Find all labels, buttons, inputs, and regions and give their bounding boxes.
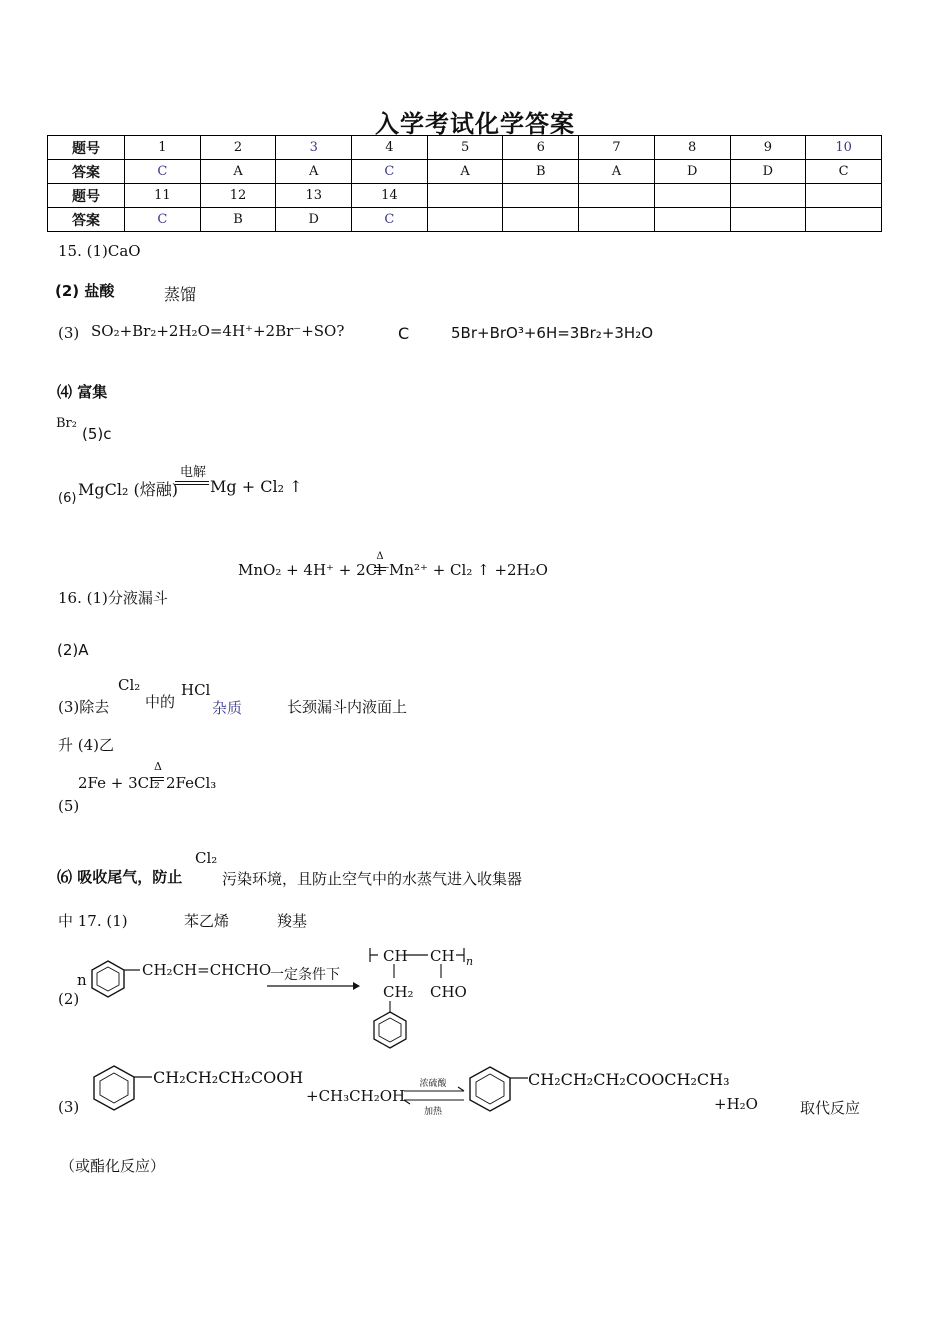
- table-cell: [579, 184, 655, 208]
- table-row: [48, 136, 882, 160]
- q15-part2-answer: 蒸馏: [164, 285, 197, 304]
- table-cell: A: [427, 160, 503, 184]
- answer-table: [47, 135, 882, 232]
- page-title: 入学考试化学答案: [375, 110, 575, 138]
- q17-part3-product: CH₂CH₂CH₂COOCH₂CH₃: [528, 1070, 730, 1089]
- table-cell: [806, 184, 882, 208]
- table-cell: 6: [503, 136, 579, 160]
- q17-part3-condition-top: 浓硫酸: [419, 1079, 447, 1089]
- table-row: [48, 160, 882, 184]
- q16-part5-eq-left: 2Fe + 3Cl₂: [78, 774, 160, 792]
- q17-part2-ch2: CH₂: [383, 983, 414, 1001]
- q15-part3-option: C: [398, 324, 410, 343]
- reaction-line: [175, 481, 209, 482]
- table-cell: D: [730, 160, 806, 184]
- table-cell: A: [200, 160, 276, 184]
- table-cell: 12: [200, 184, 276, 208]
- q16-part2: (2)A: [57, 641, 89, 659]
- equilibrium-arrow-icon: [402, 1086, 466, 1106]
- table-cell: 7: [579, 136, 655, 160]
- q16-part5-label: (5): [58, 797, 80, 815]
- table-cell: C: [352, 208, 428, 232]
- q17-part2-label: (2): [58, 990, 80, 1008]
- q17-part3-reactant: CH₂CH₂CH₂COOH: [153, 1068, 304, 1087]
- benzene-ring-icon: [88, 958, 140, 1006]
- reaction-line: [374, 567, 386, 568]
- table-cell: [427, 184, 503, 208]
- q17-part2-reactant: CH₂CH=CHCHO: [142, 961, 272, 979]
- table-cell: C: [806, 160, 882, 184]
- q16-hcl: HCl: [181, 681, 211, 699]
- q17-part3-label: (3): [58, 1098, 80, 1116]
- mno2-condition: Δ: [376, 551, 384, 562]
- q17-part3-alcohol: +CH₃CH₂OH: [306, 1087, 406, 1105]
- q15-part3-label: (3): [58, 324, 80, 342]
- q17-part3-note: （或酯化反应）: [60, 1157, 166, 1175]
- q17-part3-condition-bottom: 加热: [423, 1107, 442, 1117]
- q16-part3-answer: 长颈漏斗内液面上: [287, 698, 408, 716]
- q17-part2-cho: CHO: [430, 983, 467, 1001]
- table-cell: D: [654, 160, 730, 184]
- q17-part1-answer-a: 苯乙烯: [184, 912, 230, 930]
- q17-part2-coefficient: n: [77, 971, 87, 989]
- q17-part1-answer-b: 羧基: [277, 912, 308, 930]
- table-cell: [730, 184, 806, 208]
- q15-part3-equation-1: SO₂+Br₂+2H₂O=4H⁺+2Br⁻+SO?: [91, 322, 345, 340]
- table-cell: [730, 208, 806, 232]
- q16-part6-label: ⑹ 吸收尾气，防止: [57, 868, 183, 886]
- benzene-ring-icon: [90, 1063, 152, 1119]
- table-cell: [427, 208, 503, 232]
- table-cell: [654, 208, 730, 232]
- table-cell: C: [125, 208, 201, 232]
- table-cell: 10: [806, 136, 882, 160]
- q16-cl2: Cl₂: [118, 676, 141, 694]
- q15-part1: 15. (1)CaO: [58, 242, 141, 260]
- q15-part4: ⑷ 富集: [57, 383, 108, 401]
- table-cell: C: [125, 160, 201, 184]
- q16-part5-condition: Δ: [154, 760, 162, 773]
- row-header: 题号: [48, 136, 125, 160]
- mno2-eq-left: MnO₂ + 4H⁺ + 2Cl⁻: [238, 561, 390, 579]
- table-cell: 1: [125, 136, 201, 160]
- table-cell: 2: [200, 136, 276, 160]
- table-cell: 9: [730, 136, 806, 160]
- table-cell: A: [579, 160, 655, 184]
- mno2-eq-right: Mn²⁺ + Cl₂ ↑ +2H₂O: [389, 561, 548, 579]
- row-header: 题号: [48, 184, 125, 208]
- table-cell: 14: [352, 184, 428, 208]
- table-cell: B: [503, 160, 579, 184]
- q16-part5-eq-right: 2FeCl₃: [166, 774, 217, 792]
- table-cell: [806, 208, 882, 232]
- reaction-line: [175, 484, 209, 485]
- reaction-line: [152, 777, 164, 778]
- q15-part6-condition: 电解: [179, 465, 206, 480]
- q16-impurity: 杂质: [212, 699, 243, 717]
- q15-part6-label: (6): [58, 491, 77, 506]
- table-cell: [503, 208, 579, 232]
- q16-part1: 16. (1)分液漏斗: [58, 589, 168, 607]
- table-row: [48, 208, 882, 232]
- q15-part6-eq-right: Mg + Cl₂ ↑: [210, 477, 303, 496]
- table-cell: D: [276, 208, 352, 232]
- table-cell: 3: [276, 136, 352, 160]
- q16-part6-cl2: Cl₂: [195, 849, 218, 867]
- q15-br2: Br₂: [56, 416, 77, 431]
- table-row: [48, 184, 882, 208]
- q17-part2-ch-1: CH: [383, 947, 408, 965]
- table-cell: 4: [352, 136, 428, 160]
- q17-part3-water: +H₂O: [714, 1095, 758, 1113]
- reaction-arrow-icon: [265, 980, 361, 992]
- table-cell: C: [352, 160, 428, 184]
- table-cell: A: [276, 160, 352, 184]
- table-cell: 13: [276, 184, 352, 208]
- table-cell: [579, 208, 655, 232]
- reaction-line: [152, 780, 164, 781]
- q17-part2-subscript-n: n: [466, 955, 474, 968]
- table-cell: 8: [654, 136, 730, 160]
- q15-part3-equation-2: 5Br+BrO³+6H=3Br₂+3H₂O: [451, 324, 654, 342]
- q16-part3-continued: 升 (4)乙: [58, 736, 115, 754]
- table-cell: [654, 184, 730, 208]
- table-cell: 11: [125, 184, 201, 208]
- reaction-line: [374, 570, 386, 571]
- table-cell: [503, 184, 579, 208]
- table-cell: 5: [427, 136, 503, 160]
- q17-part3-reaction-type: 取代反应: [800, 1099, 861, 1117]
- q17-part2-condition: 一定条件下: [270, 967, 340, 983]
- row-header: 答案: [48, 208, 125, 232]
- benzene-ring-icon: [466, 1064, 528, 1120]
- q15-part2-label: (2) 盐酸: [55, 282, 115, 300]
- q15-part6-eq-left: MgCl₂ (熔融): [78, 480, 178, 499]
- q16-part3-mid: 中的: [145, 693, 176, 711]
- q17-part1-prefix: 中 17. (1): [58, 912, 128, 930]
- table-cell: B: [200, 208, 276, 232]
- q15-part5: (5)c: [82, 425, 112, 443]
- q16-part3-label: (3)除去: [58, 698, 110, 716]
- row-header: 答案: [48, 160, 125, 184]
- q16-part6-rest: 污染环境，且防止空气中的水蒸气进入收集器: [222, 870, 523, 888]
- q17-part2-ch-2: CH: [430, 947, 455, 965]
